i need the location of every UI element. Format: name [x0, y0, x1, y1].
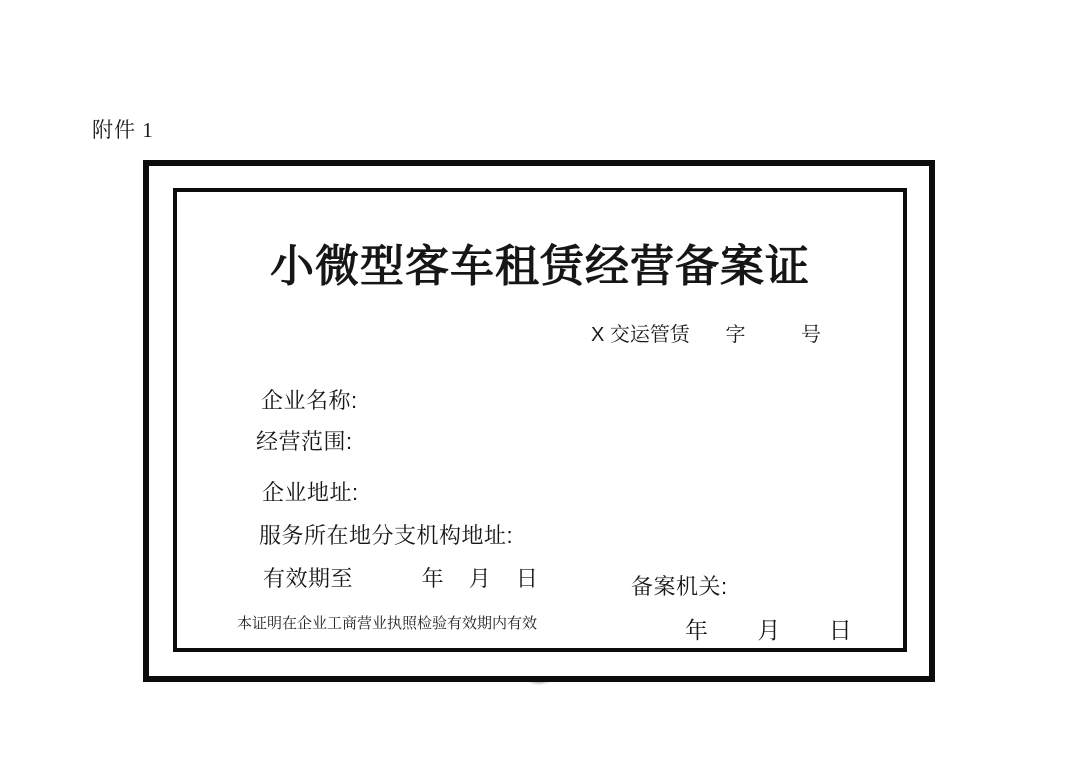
authority-day-label: 日 — [828, 617, 852, 643]
filing-authority-label: 备案机关: — [631, 574, 728, 599]
certificate-title: 小微型客车租赁经营备案证 — [270, 242, 810, 291]
doc-number-line — [591, 318, 821, 347]
doc-number-prefix: X 交运管赁 — [591, 324, 690, 346]
validity-month-label: 月 — [468, 566, 492, 591]
doc-number-zi: 字 — [725, 324, 746, 346]
attachment-label: 附件 1 — [92, 118, 154, 142]
validity-year-label: 年 — [421, 566, 445, 591]
branch-address-label: 服务所在地分支机构地址: — [259, 523, 514, 548]
validity-line — [263, 562, 538, 593]
validity-day-label: 日 — [515, 566, 539, 591]
business-scope-label: 经营范围: — [256, 429, 353, 454]
authority-date-line — [685, 612, 852, 645]
authority-year-label: 年 — [685, 617, 708, 643]
doc-number-hao: 号 — [801, 324, 822, 346]
certificate-card — [173, 188, 907, 652]
authority-month-label: 月 — [757, 617, 781, 643]
validity-footnote: 本证明在企业工商营业执照检验有效期内有效 — [237, 615, 538, 632]
validity-label: 有效期至 — [263, 566, 354, 591]
company-name-label: 企业名称: — [261, 388, 358, 413]
company-address-label: 企业地址: — [262, 480, 359, 505]
